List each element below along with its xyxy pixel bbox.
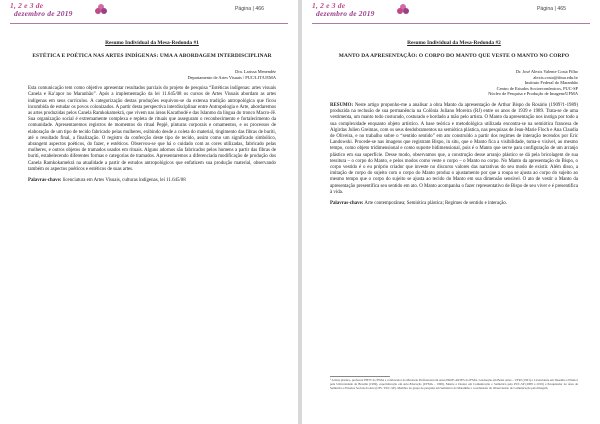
author-email[interactable]: alexis.costa@ifma.edu.br <box>533 74 578 80</box>
abstract-text: Esta comunicação tem como objetivo apresentar resultados parciais do projeto de pesquisa “Estéticas indígenas: artes visuais Canela e Ka’apor no Maranhão”. Após a implementação da lei 11.645/08 os cursos de Artes Visuais abordam as artes indígenas em seus currículos. A categorização destas produções esquivou-se da extensa tradição antropológica que ficou incumbida de estudar os povos colonizados. A partir desta perspectiva interdisciplinar entre Antropologia e Arte, abordaremos as artes produzidas pelos Canela Ramkokamekrá, que vivem nas áreas Kacathodé e das Islanmo da língua do tronco Macro-Jê. Sua organização social é extremamente complexa e repleta de rituais que asseguram o reconhecimento e fortalecimento da comunidade. Apresentaremos registros de momentos do ritual Pepjê, pinturas corporais e ornamentos, e os processos de elaboração de um tipo de tecido fabricado pelas mulheres, exibindo desde a coleta do material, tingimento das fibras de buriti, até o resultado final, a finalização. O registro da confecção deste tipo de tecido, assim como um significado simbólico, abrangem aspectos poéticos, do fazer, e estéticos. Observou-se que há o cuidado com as cores utilizadas, fabricado pelas mulheres, e outros objetos de tramados usados em rituais. Alguns adornos são fabricados pelos homens a partir das fibras de buriti, estabelecendo diferentes formas e categorias de tramados. Apresentaremos a diferenciada modificação de produção dos Canela Ramkokamekrá na atualidade a partir de estudos antropológicos que enfatizem sua produção material, observando também os aspectos poéticos e estéticos de suas artes. <box>28 86 276 172</box>
keywords <box>330 201 578 207</box>
article-title: ESTÉTICA E POÉTICA NAS ARTES INDÍGENAS: UMA A ABORDAGEM INTERDISCIPLINAR <box>32 53 272 59</box>
author-name: Dra. Larissa Menendéz <box>235 69 276 74</box>
page-header <box>302 0 600 24</box>
author-affiliation-3: Núcleo de Pesquisa e Produção de Imagem/UFMA <box>488 91 578 97</box>
keywords-label: Palavras-chave: <box>28 178 62 184</box>
flower-icon <box>396 3 410 17</box>
article-body <box>330 40 578 207</box>
keywords-label: Palavras-chave: <box>330 201 364 207</box>
abstract-text: Neste artigo proponho-me a analisar a obra Manto da apresentação de Arthur Bispo do Rosário (1909?1-1989) produzida na reclusão de sua permanência na Colônia Juliano Moreira (RJ) entre os anos de 1939 e 1989. Trata-se de uma vestimenta, um manto todo costurado, costurado e bordado a mão pelo artista. O Manto da apresentação nos instiga por todo a sua complexidade enquanto objeto artístico. A base teórica e metodológica utilizada encontra-se na semiótica francesa de Algirdas Julien Greimas, com os seus desdobramentos na semiótica plástica, nas pesquisas de Jean-Marie Floch e Ana Claudia de Oliveira, e no trabalho sobre o “sentido sentido” em ato construído a partir dos regimes de interação tecendos por Eric Landowski. Procede-se nas imagens que registram Bispo, in situ, que o Manto fica a visibilidade, toma-o visível, ao mesmo tempo, como objeto tridimensional e como suporte bidimensional, pois é o Manto que serve para configuração de um arranjo plástico em sua superfície. Desse modo, observamos que, a construção desse arranjo plástico se dá pela bricolagem de sua tessitura – o corpo do Manto, e pelos modos como veste o corpo – o Manto no corpo. No Manto da apresentação do Bispo, o corpo vestido é o eu próprio criador que investe no discurso valores das narrativas do seu modo de existir. Além disso, a imitação de corpo do sujeito com o corpo do Manto produz o ajustamento por que a roupa se ajusta ao corpo do sujeito ao mesmo tempo que o corpo do sujeito se ajusta ao tecido do Manto em sua dimensão sensível. O ato de vestir o Manto da apresentação presentifica seu sentido em ato. O Manto acompanha o fazer representativo de Bispo de seu viver e é presentifica à vida. <box>330 102 578 195</box>
author-affiliation: Departamento de Artes Visuais / PUC/LIT/UEMA <box>187 74 276 80</box>
flower-icon <box>94 3 108 17</box>
keywords-text: licenciatura em Artes Visuais, culturas indígenas, lei 11.645/08 <box>62 178 186 184</box>
logo-line-2: dezembro de 2019 <box>14 8 73 18</box>
abstract-label: RESUMO: <box>330 102 354 108</box>
logo-line-1: 1, 2 e 3 de <box>312 1 346 10</box>
event-logo <box>312 2 416 22</box>
page-number: Página | 466 <box>234 6 264 12</box>
keywords <box>28 178 276 184</box>
header-divider <box>312 23 590 24</box>
page-right <box>302 0 600 424</box>
author-affiliation-1: Instituto Federal do Maranhão <box>524 80 578 86</box>
footnote: ¹ Artista plástico, professor EBTT do IFMA e colaborador do Mestrado Profissional em Artes PROF-ARTES do IFMA. Graduação em Belas Artes – UFRJ (1991) e Licenciatura em Desenho e Plástica pela Universidade de Brasília (1999), especialização em Arte-Educação (UFMA – 1999), Mestre e Doutor em Comunicação e Semiótica pela PUC-SP (2008 e 2019) e Pesquisador na Área de Semiótica e Estudos Sociais da Arte (CPS / PUC-SP). Membro do grupo de pesquisa em Semiótica do Maranhão e coordenador do Observatório de Comunicação pela Imagem. <box>330 378 578 390</box>
section-title: Resumo Individual da Mesa-Redonda #2 <box>407 40 501 46</box>
event-logo <box>10 2 114 22</box>
author-name: Dr. José Alexis Valente Costa Filho <box>515 69 578 74</box>
page-number: Página | 465 <box>536 6 566 12</box>
logo-line-2: dezembro de 2019 <box>316 8 375 18</box>
article-body <box>28 40 276 184</box>
section-title: Resumo Individual da Mesa-Redonda #1 <box>105 40 199 46</box>
abstract <box>330 103 578 196</box>
author-affiliation-2: Centro de Estudos Socioeconômicos, PUC-SP <box>496 85 578 91</box>
article-title: MANTO DA APRESENTAÇÃO: O CORPO DO MANTO QUE VESTE O MANTO NO CORPO <box>338 53 570 59</box>
footnote-divider <box>330 376 390 377</box>
author-block <box>28 69 276 80</box>
logo-line-1: 1, 2 e 3 de <box>10 1 44 10</box>
page-left <box>0 0 298 424</box>
page-header <box>0 0 298 24</box>
author-block <box>330 69 578 97</box>
keywords-text: Arte contemporânea; Semiótica plástica; Regimes de sentido e interação. <box>364 201 508 207</box>
header-divider <box>10 23 288 24</box>
